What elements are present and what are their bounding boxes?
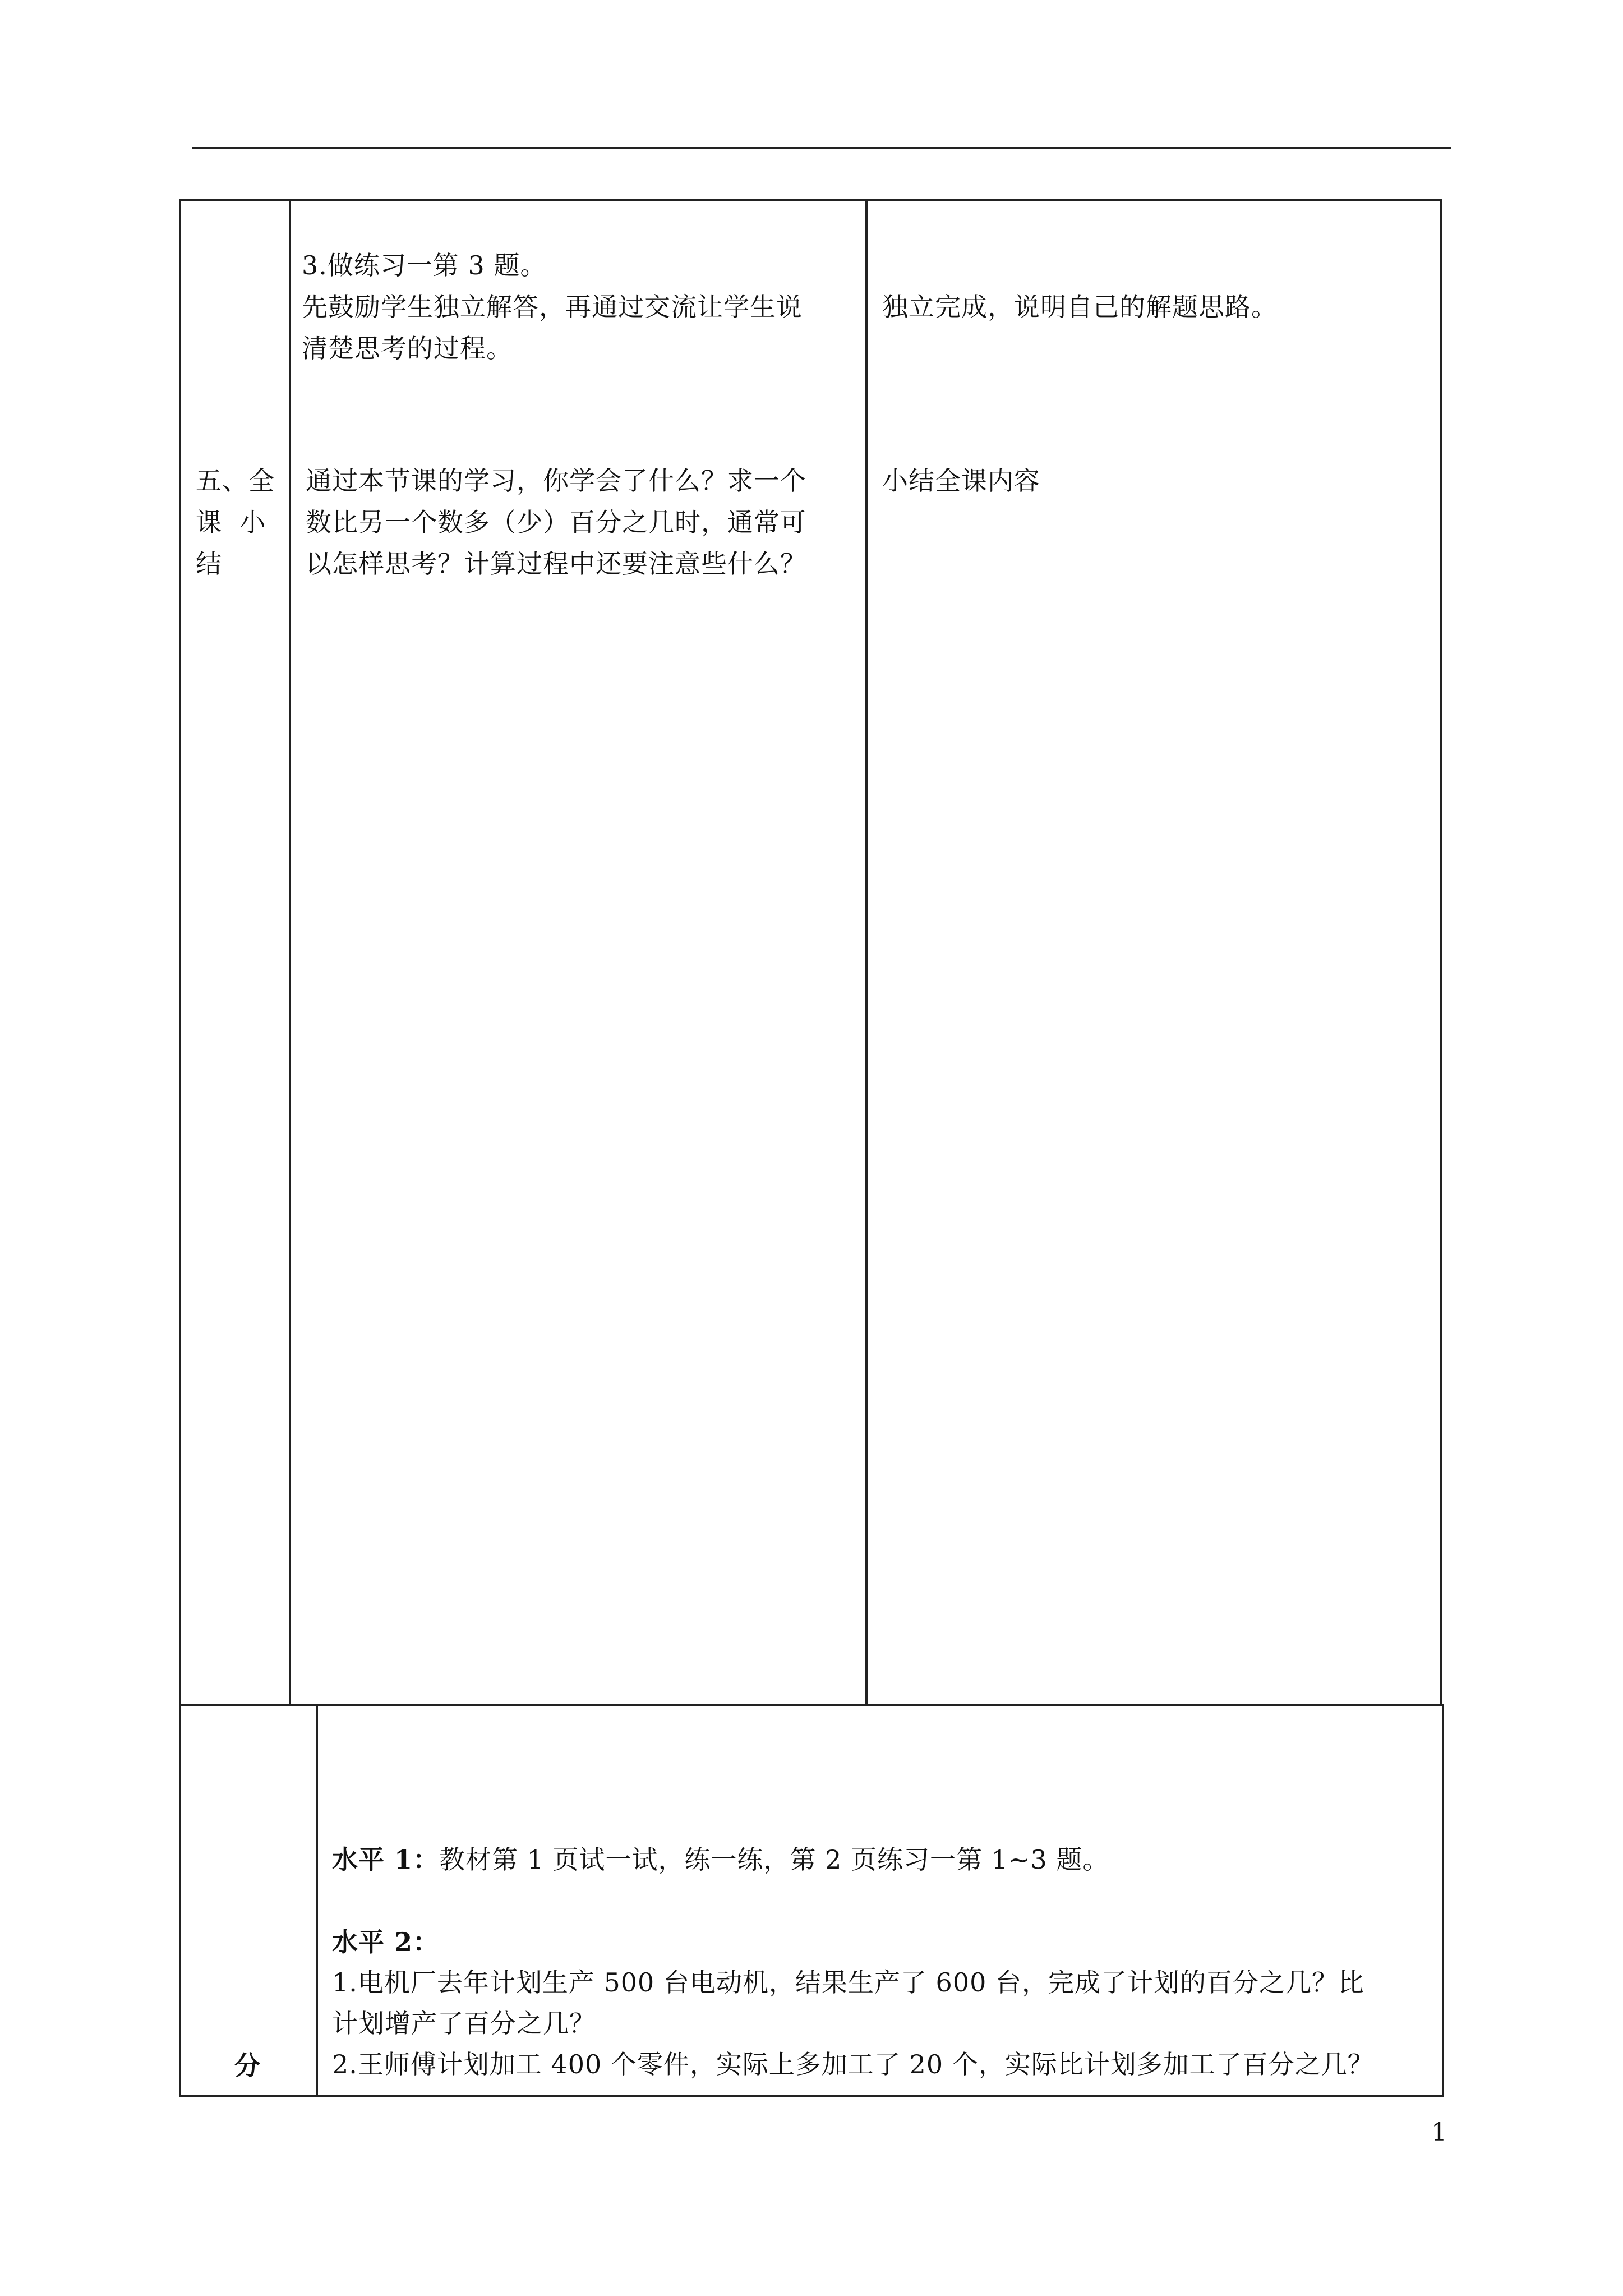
stage-label-line1: 五、全 (196, 466, 275, 496)
q2-line1: 2.王师傅计划加工 400 个零件，实际上多加工了 20 个，实际比计划多加工了百分之几？ (332, 2049, 1374, 2079)
homework-column-divider (316, 1704, 318, 2097)
level2-label: 水平 2： (332, 1927, 440, 1957)
teacher-item3-line2: 清楚思考的过程。 (302, 333, 513, 364)
stage-column-divider (289, 199, 291, 1706)
teacher-summary-line1: 通过本节课的学习，你学会了什么？求一个 (306, 466, 806, 496)
stage-label-line2: 课 小 (196, 507, 266, 537)
q1-line2: 计划增产了百分之几？ (332, 2008, 596, 2039)
stage-label-line3: 结 (196, 549, 222, 579)
student-item3: 独立完成，说明自己的解题思路。 (882, 292, 1278, 322)
student-column-divider (865, 199, 868, 1706)
lesson-table (179, 199, 1442, 1706)
homework-side-label: 分 (234, 2050, 261, 2081)
student-summary: 小结全课内容 (882, 466, 1040, 496)
teacher-summary-line2: 数比另一个数多（少）百分之几时，通常可 (306, 507, 806, 537)
level1-row (332, 1839, 1109, 1880)
teacher-summary-line3: 以怎样思考？计算过程中还要注意些什么？ (306, 549, 806, 579)
page-number: 1 (1431, 2118, 1447, 2147)
teacher-item3-title: 3.做练习一第 3 题。 (302, 250, 547, 280)
level1-text: 教材第 1 页试一试，练一练，第 2 页练习一第 1~3 题。 (439, 1844, 1109, 1875)
header-rule (192, 147, 1451, 149)
q1-line1: 1.电机厂去年计划生产 500 台电动机，结果生产了 600 台，完成了计划的百分之几？比 (332, 1967, 1364, 1998)
level1-label: 水平 1： (332, 1844, 440, 1875)
teacher-item3-line1: 先鼓励学生独立解答，再通过交流让学生说 (302, 292, 803, 322)
